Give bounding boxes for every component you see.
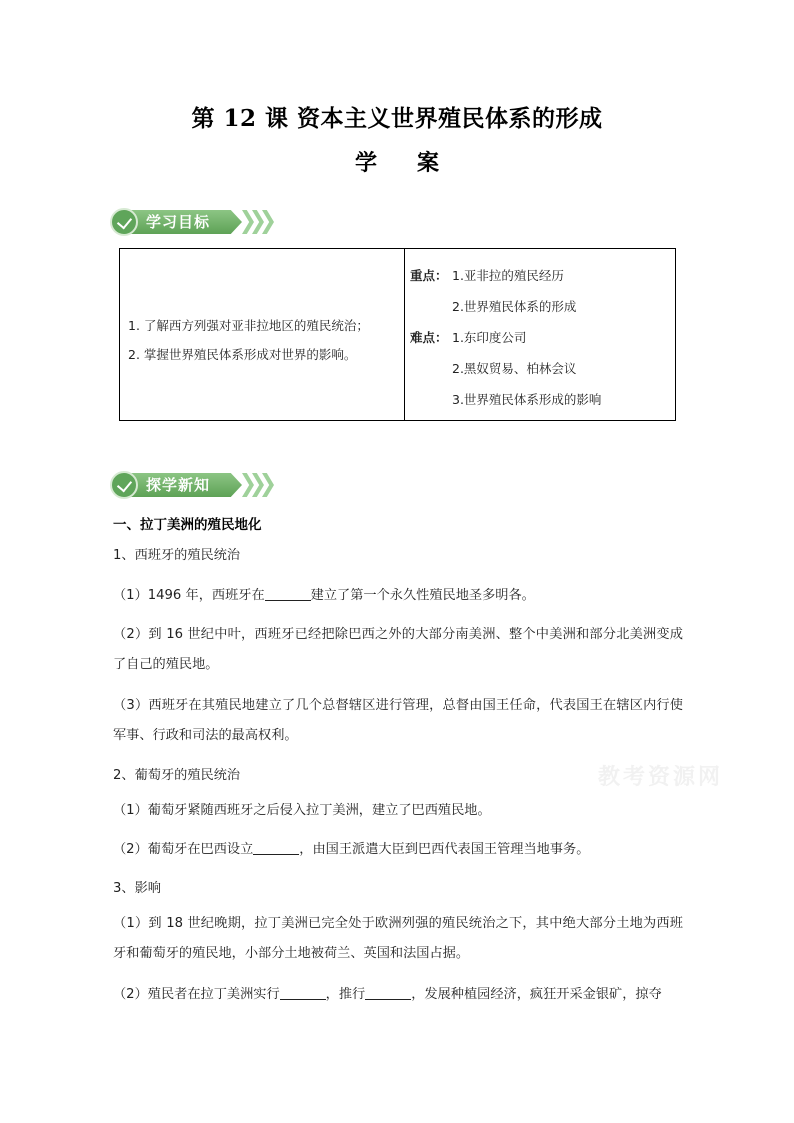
fill-blank[interactable] [365, 985, 411, 1000]
subheading-portugal: 2、葡萄牙的殖民统治 [113, 768, 241, 783]
goal-item: 1. 了解西方列强对亚非拉地区的殖民统治； [128, 318, 369, 333]
check-icon [110, 208, 138, 236]
difficult-point-item: 3.世界殖民体系形成的影响 [452, 392, 602, 407]
difficult-point-item: 2.黑奴贸易、柏林会议 [452, 361, 577, 376]
subheading-impact: 3、影响 [113, 881, 161, 896]
paragraph: （2）葡萄牙在巴西设立 ，由国王派遣大臣到巴西代表国王管理当地事务。 [113, 842, 590, 857]
key-point-item: 1.亚非拉的殖民经历 [452, 268, 564, 283]
check-icon [110, 471, 138, 499]
paragraph: （1）葡萄牙紧随西班牙之后侵入拉丁美洲，建立了巴西殖民地。 [113, 803, 491, 818]
paragraph: （1）到 18 世纪晚期，拉丁美洲已完全处于欧洲列强的殖民统治之下，其中绝大部分土地为西班牙和葡萄牙的殖民地，小部分土地被荷兰、英国和法国占据。 [113, 916, 683, 961]
section-label-explore: 探学新知 [146, 476, 211, 494]
goal-item: 2. 掌握世界殖民体系形成对世界的影响。 [128, 347, 357, 362]
fill-blank[interactable] [280, 985, 326, 1000]
goals-cell-left [120, 249, 405, 420]
page-subtitle: 学案 [354, 150, 479, 176]
fill-blank[interactable] [253, 840, 299, 855]
difficult-point-item: 1.东印度公司 [452, 330, 527, 345]
paragraph: （3）西班牙在其殖民地建立了几个总督辖区进行管理，总督由国王任命，代表国王在辖区内行使军事、行政和司法的最高权利。 [113, 698, 683, 743]
section-label-goals: 学习目标 [146, 213, 211, 231]
paragraph: （1）1496 年，西班牙在 建立了第一个永久性殖民地圣多明各。 [113, 588, 535, 603]
page-title: 第 12 课 资本主义世界殖民体系的形成 [191, 105, 603, 132]
key-point-item: 2.世界殖民体系的形成 [452, 299, 577, 314]
goals-cell-right [405, 249, 675, 420]
subheading-spain: 1、西班牙的殖民统治 [113, 548, 241, 563]
key-points-label: 重点： [410, 268, 448, 283]
section-badge-explore [110, 468, 275, 502]
paragraph: （2）到 16 世纪中叶，西班牙已经把除巴西之外的大部分南美洲、整个中美洲和部分北美洲变成了自己的殖民地。 [113, 627, 683, 672]
watermark: 教考资源网 [598, 764, 724, 790]
paragraph: （2）殖民者在拉丁美洲实行 ，推行 ，发展种植园经济，疯狂开采金银矿，掠夺 [113, 987, 662, 1002]
heading-latin-america: 一、拉丁美洲的殖民地化 [113, 517, 262, 533]
fill-blank[interactable] [265, 586, 311, 601]
section-badge-goals [110, 205, 275, 239]
difficult-points-label: 难点： [410, 330, 448, 345]
goals-table [119, 248, 676, 421]
